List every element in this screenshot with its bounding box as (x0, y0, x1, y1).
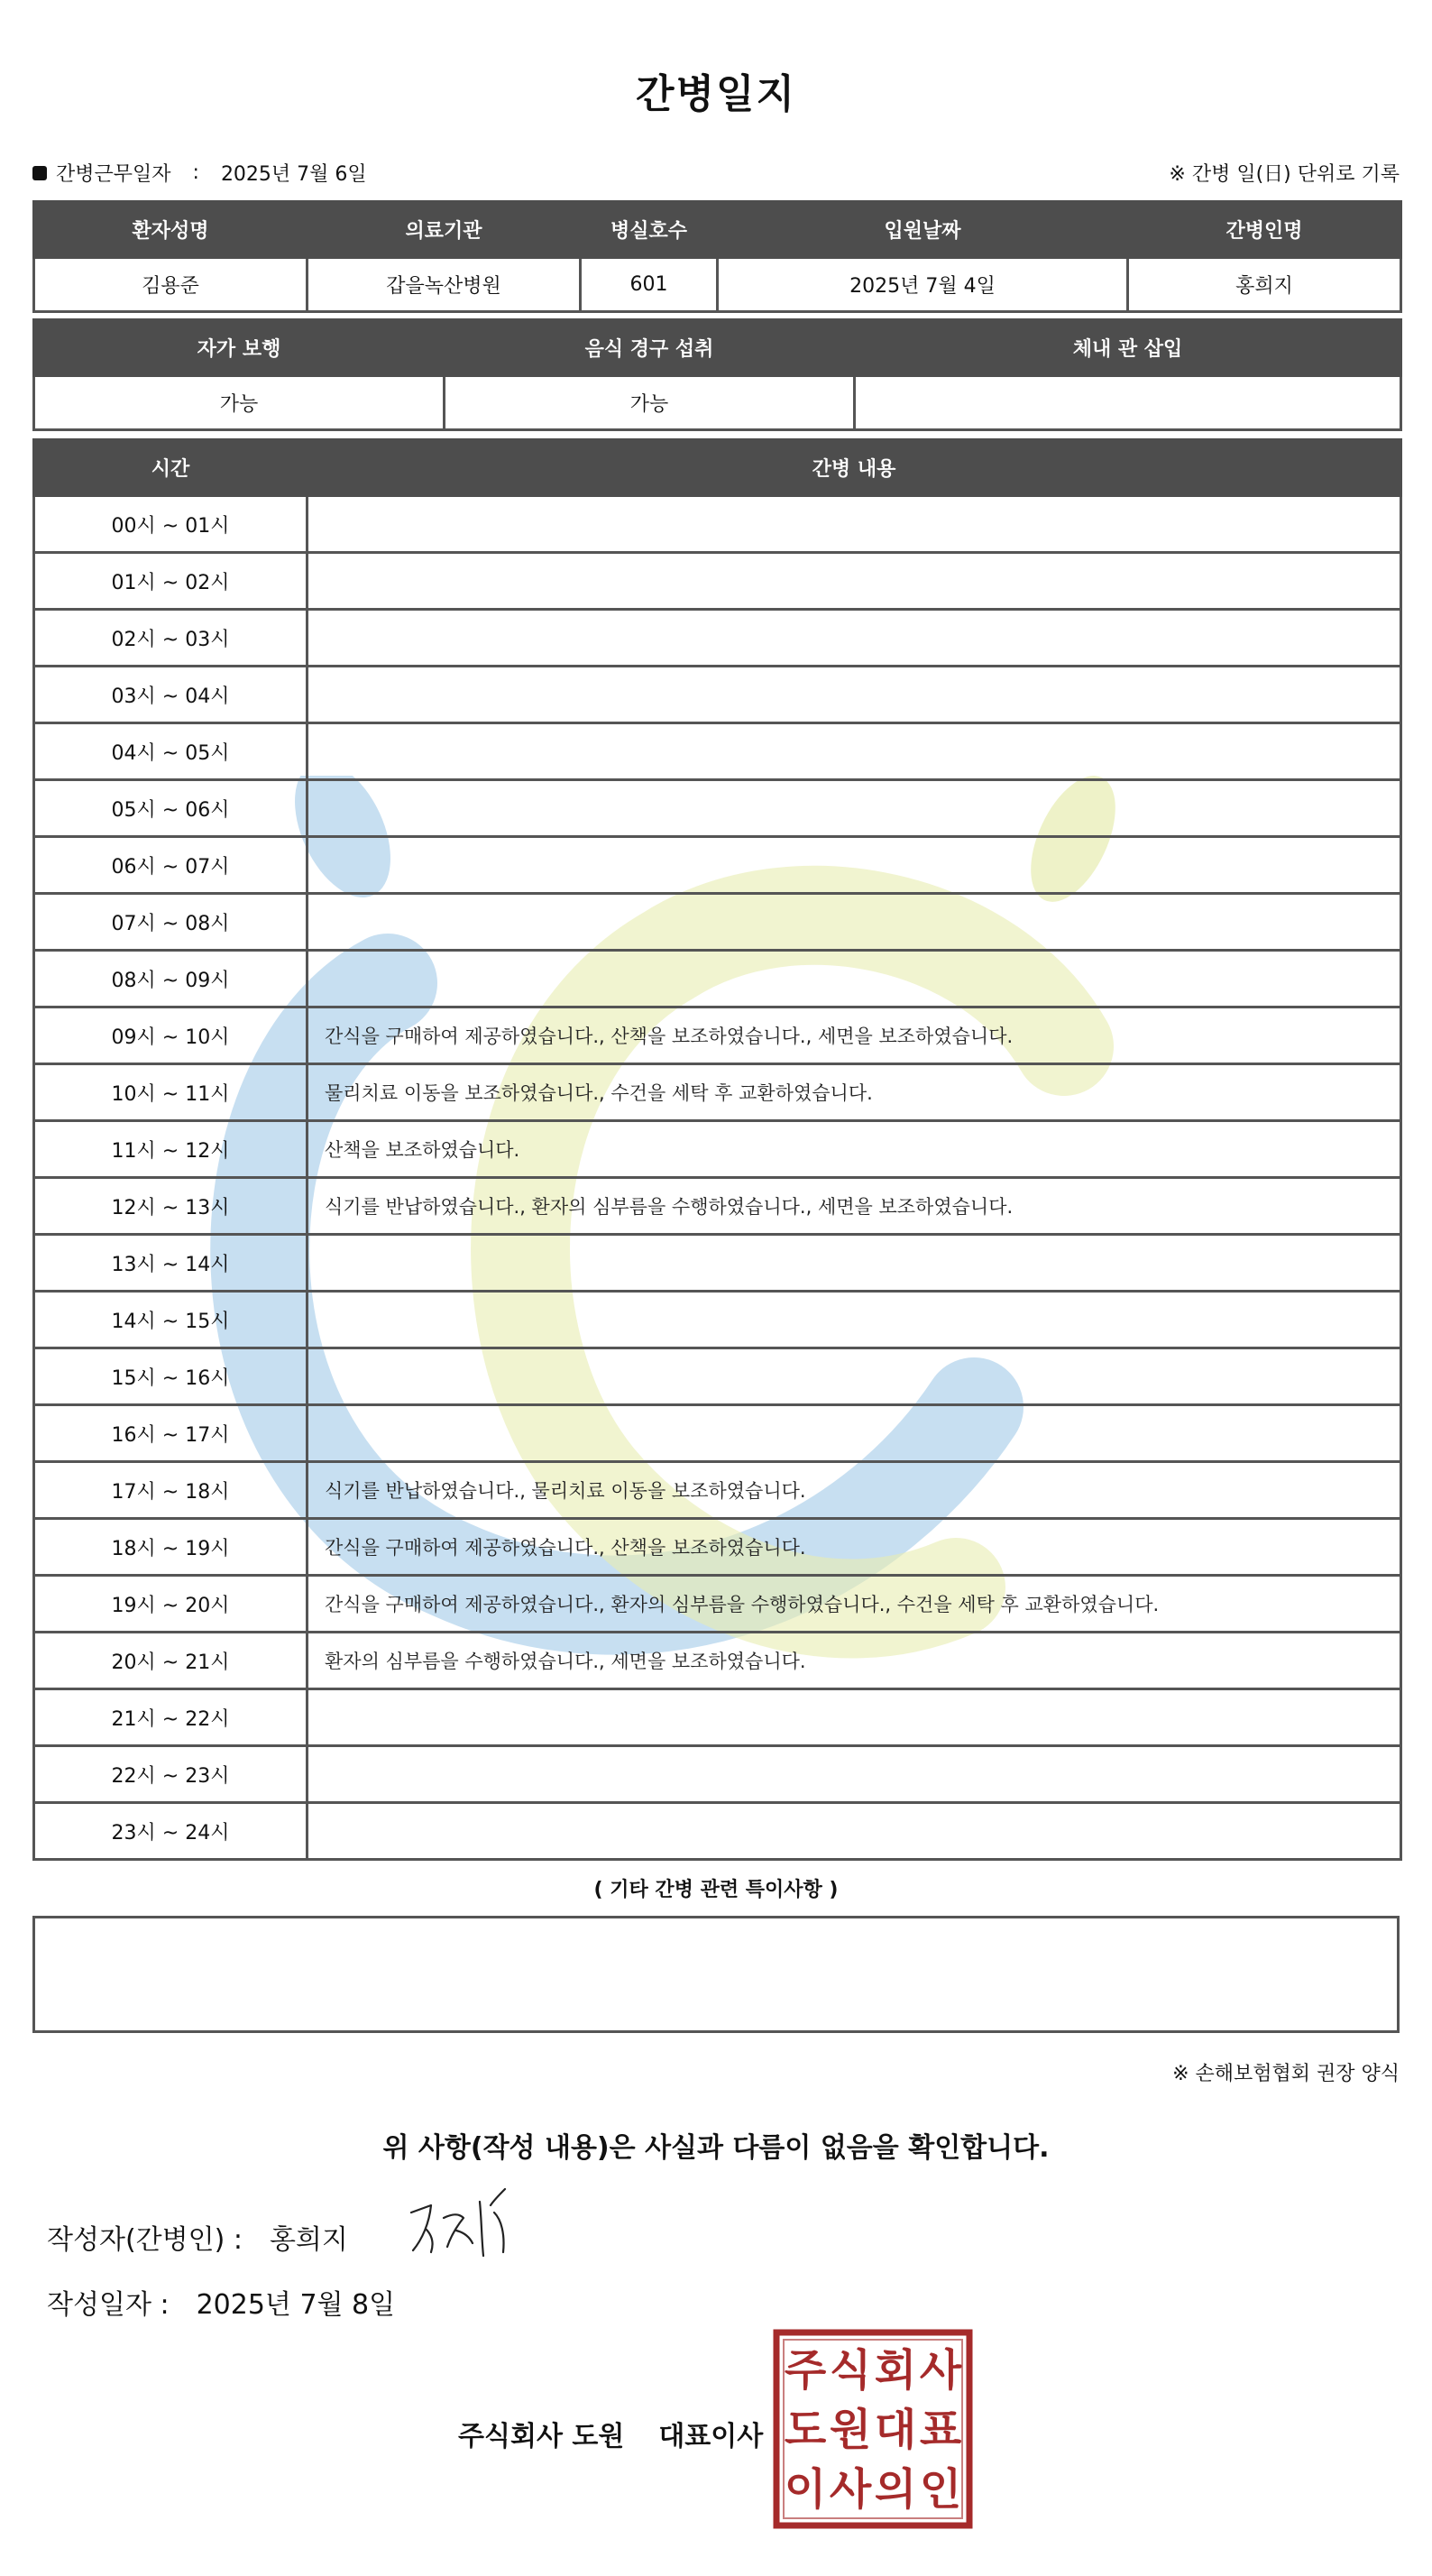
seal-character: 사 (829, 2464, 872, 2515)
care-log-content (308, 837, 1401, 894)
care-log-content (308, 1348, 1401, 1405)
seal-character: 이 (784, 2464, 827, 2515)
care-log-row (34, 951, 1401, 1007)
notes-box (32, 1916, 1400, 2033)
work-date-separator: : (192, 161, 199, 184)
care-log-table (32, 438, 1402, 1861)
care-log-time: 06시 ~ 07시 (34, 837, 308, 894)
header-admission-date: 입원날짜 (718, 202, 1128, 258)
written-date-value: 2025년 7월 8일 (196, 2289, 396, 2321)
work-date-label: 간병근무일자 (56, 163, 171, 186)
care-log-time: 08시 ~ 09시 (34, 951, 308, 1007)
care-log-row (34, 894, 1401, 951)
care-log-content (308, 1235, 1401, 1292)
care-log-content (308, 723, 1401, 780)
care-log-time: 00시 ~ 01시 (34, 496, 308, 553)
care-log-content (308, 1803, 1401, 1860)
care-log-row (34, 1633, 1401, 1689)
care-log-row (34, 1292, 1401, 1348)
care-log-content: 간식을 구매하여 제공하였습니다., 환자의 심부름을 수행하였습니다., 수건을 세탁 후 교환하였습니다. (308, 1576, 1401, 1633)
care-log-header-row (34, 440, 1401, 496)
seal-character: 사 (919, 2345, 962, 2396)
care-log-time: 02시 ~ 03시 (34, 610, 308, 667)
care-log-time: 17시 ~ 18시 (34, 1462, 308, 1519)
care-log-content (308, 496, 1401, 553)
work-date (32, 159, 367, 187)
hospital-value: 갑을녹산병원 (308, 258, 581, 312)
ability-value-row (34, 376, 1401, 430)
writer-line (47, 2217, 348, 2257)
care-log-row (34, 610, 1401, 667)
care-log-time: 23시 ~ 24시 (34, 1803, 308, 1860)
care-log-row (34, 780, 1401, 837)
care-log-time: 16시 ~ 17시 (34, 1405, 308, 1462)
care-log-row (34, 837, 1401, 894)
care-log-content (308, 553, 1401, 610)
care-log-row (34, 553, 1401, 610)
care-log-content: 식기를 반납하였습니다., 환자의 심부름을 수행하였습니다., 세면을 보조하였습니다. (308, 1178, 1401, 1235)
seal-character: 식 (829, 2345, 872, 2396)
care-log-time: 05시 ~ 06시 (34, 780, 308, 837)
document-title: 간병일지 (635, 71, 796, 117)
care-log-time: 19시 ~ 20시 (34, 1576, 308, 1633)
confirmation-statement: 위 사항(작성 내용)은 사실과 다름이 없음을 확인합니다. (382, 2132, 1050, 2164)
patient-info-header-row (34, 202, 1401, 258)
care-log-time: 15시 ~ 16시 (34, 1348, 308, 1405)
care-log-time: 10시 ~ 11시 (34, 1064, 308, 1121)
oral-intake-value: 가능 (445, 376, 855, 430)
seal-character: 표 (919, 2405, 962, 2455)
care-log-time: 07시 ~ 08시 (34, 894, 308, 951)
care-log-content (308, 1405, 1401, 1462)
care-log-row (34, 1064, 1401, 1121)
care-log-time: 01시 ~ 02시 (34, 553, 308, 610)
care-log-content (308, 780, 1401, 837)
care-log-time: 11시 ~ 12시 (34, 1121, 308, 1178)
patient-info-value-row (34, 258, 1401, 312)
seal-character: 대 (874, 2405, 917, 2455)
care-log-time: 22시 ~ 23시 (34, 1746, 308, 1803)
notes-title: ( 기타 간병 관련 특이사항 ) (593, 1879, 839, 1901)
care-log-body (34, 496, 1401, 1860)
header-caregiver-name: 간병인명 (1128, 202, 1401, 258)
care-log-row (34, 723, 1401, 780)
seal-character: 의 (874, 2464, 917, 2515)
care-log-content (308, 951, 1401, 1007)
patient-ability-table (32, 318, 1402, 431)
header-time: 시간 (34, 440, 308, 496)
patient-name-value: 김용준 (34, 258, 308, 312)
care-log-time: 13시 ~ 14시 (34, 1235, 308, 1292)
seal-character: 도 (784, 2405, 827, 2455)
seal-character: 인 (919, 2464, 962, 2515)
care-log-content: 물리치료 이동을 보조하였습니다., 수건을 세탁 후 교환하였습니다. (308, 1064, 1401, 1121)
care-log-row (34, 1007, 1401, 1064)
care-log-row (34, 667, 1401, 723)
writer-label: 작성자(간병인) : (47, 2224, 243, 2256)
written-date-line (47, 2282, 395, 2322)
care-log-row (34, 1348, 1401, 1405)
tube-insertion-value (855, 376, 1401, 430)
patient-info-table (32, 200, 1402, 313)
care-log-content (308, 894, 1401, 951)
header-self-walking: 자가 보행 (34, 320, 445, 376)
care-log-row (34, 1576, 1401, 1633)
care-log-row (34, 1178, 1401, 1235)
header-patient-name: 환자성명 (34, 202, 308, 258)
care-log-time: 04시 ~ 05시 (34, 723, 308, 780)
company-name: 주식회사 도원 (458, 2421, 625, 2452)
self-walking-value: 가능 (34, 376, 445, 430)
square-bullet-icon (32, 166, 47, 180)
unit-note: ※ 간병 일(日) 단위로 기록 (1169, 163, 1400, 186)
care-log-time: 03시 ~ 04시 (34, 667, 308, 723)
admission-date-value: 2025년 7월 4일 (718, 258, 1128, 312)
care-log-time: 21시 ~ 22시 (34, 1689, 308, 1746)
care-log-time: 18시 ~ 19시 (34, 1519, 308, 1576)
care-log-content (308, 610, 1401, 667)
handwritten-signature (404, 2187, 530, 2259)
care-log-time: 20시 ~ 21시 (34, 1633, 308, 1689)
header-tube-insertion: 체내 관 삽입 (855, 320, 1401, 376)
work-date-value: 2025년 7월 6일 (220, 163, 367, 186)
header-oral-intake: 음식 경구 섭취 (445, 320, 855, 376)
company-line (458, 2414, 763, 2453)
care-log-row (34, 1121, 1401, 1178)
care-log-row (34, 496, 1401, 553)
care-log-content: 식기를 반납하였습니다., 물리치료 이동을 보조하였습니다. (308, 1462, 1401, 1519)
written-date-label: 작성일자 : (47, 2289, 170, 2321)
care-log-row (34, 1462, 1401, 1519)
room-number-value: 601 (581, 258, 718, 312)
care-log-row (34, 1689, 1401, 1746)
writer-name: 홍희지 (269, 2224, 348, 2256)
care-log-row (34, 1803, 1401, 1860)
company-seal-stamp (773, 2329, 973, 2529)
ability-header-row (34, 320, 1401, 376)
care-log-content (308, 1292, 1401, 1348)
care-log-row (34, 1519, 1401, 1576)
care-log-row (34, 1235, 1401, 1292)
care-log-content (308, 667, 1401, 723)
care-log-content: 간식을 구매하여 제공하였습니다., 산책을 보조하였습니다. (308, 1519, 1401, 1576)
care-log-row (34, 1746, 1401, 1803)
care-log-content: 산책을 보조하였습니다. (308, 1121, 1401, 1178)
form-note: ※ 손해보험협회 권장 양식 (1172, 2063, 1400, 2085)
header-care-content: 간병 내용 (308, 440, 1401, 496)
care-log-time: 14시 ~ 15시 (34, 1292, 308, 1348)
care-log-row (34, 1405, 1401, 1462)
caregiver-name-value: 홍희지 (1128, 258, 1401, 312)
care-log-content (308, 1689, 1401, 1746)
seal-character: 주 (784, 2345, 827, 2396)
care-log-content: 환자의 심부름을 수행하였습니다., 세면을 보조하였습니다. (308, 1633, 1401, 1689)
care-log-content: 간식을 구매하여 제공하였습니다., 산책을 보조하였습니다., 세면을 보조하였습니다. (308, 1007, 1401, 1064)
seal-character: 원 (829, 2405, 872, 2455)
company-title: 대표이사 (658, 2421, 764, 2452)
header-room-number: 병실호수 (581, 202, 718, 258)
care-log-time: 12시 ~ 13시 (34, 1178, 308, 1235)
header-hospital: 의료기관 (308, 202, 581, 258)
seal-character: 회 (874, 2345, 917, 2396)
care-log-time: 09시 ~ 10시 (34, 1007, 308, 1064)
care-log-content (308, 1746, 1401, 1803)
